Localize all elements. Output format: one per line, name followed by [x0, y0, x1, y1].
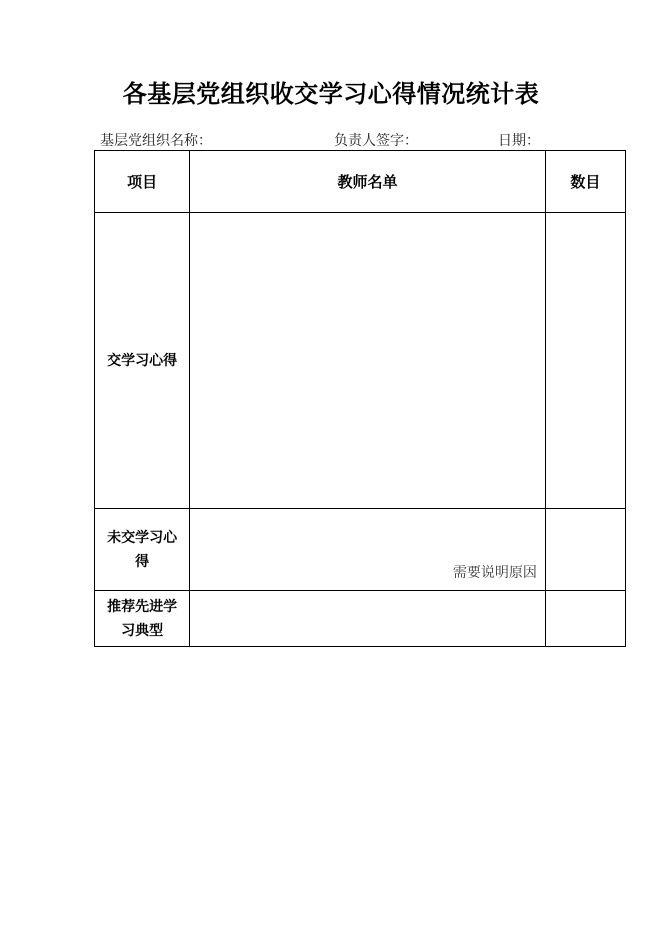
count-cell-submitted: [545, 213, 625, 509]
item-label-unsubmitted: 未交学习心得: [107, 529, 178, 570]
signature-label: 负责人签字：: [334, 133, 418, 149]
item-cell-unsubmitted: [95, 509, 190, 591]
count-cell-recommend: [545, 591, 625, 647]
header-count: 数目: [545, 151, 625, 213]
document-title: 各基层党组织收交学习心得情况统计表: [122, 79, 540, 108]
table-row-submitted: [95, 213, 626, 509]
table-row-unsubmitted: [95, 509, 626, 591]
item-label-submitted: 交学习心得: [107, 352, 178, 369]
names-cell-unsubmitted: [190, 509, 546, 591]
table-header-row: [95, 151, 626, 213]
date-label: 日期：: [498, 133, 540, 149]
item-cell-recommend: [95, 591, 190, 647]
names-cell-submitted: [190, 213, 546, 509]
statistics-table: [94, 150, 626, 647]
item-label-recommend: 推荐先进学习典型: [107, 598, 178, 639]
item-cell-submitted: [95, 213, 190, 509]
header-item: 项目: [95, 151, 190, 213]
org-name-label: 基层党组织名称：: [100, 133, 212, 149]
header-teacher-list: 教师名单: [190, 151, 546, 213]
count-cell-unsubmitted: [545, 509, 625, 591]
names-cell-recommend: [190, 591, 546, 647]
reason-note: 需要说明原因: [452, 565, 537, 581]
table-row-recommend: [95, 591, 626, 647]
